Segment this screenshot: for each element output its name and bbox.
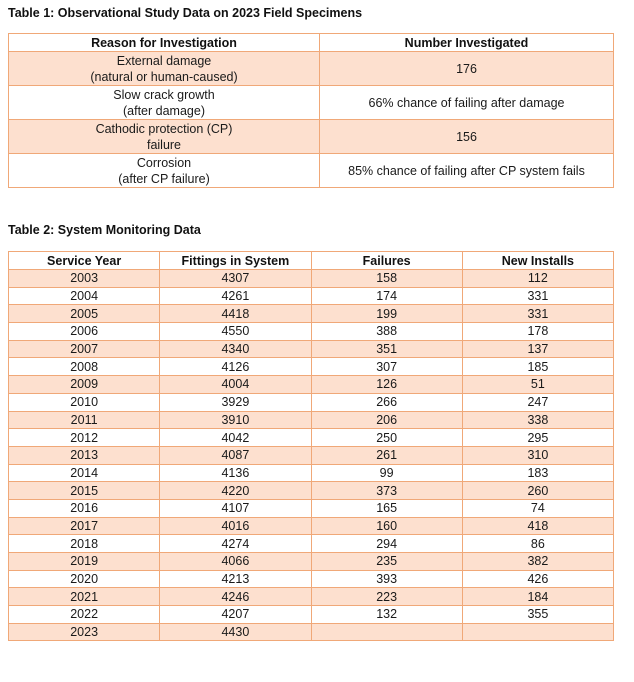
fittings-cell: 3910 [160, 411, 311, 429]
fittings-cell: 4550 [160, 323, 311, 341]
table-row [9, 358, 614, 376]
service-year-cell: 2012 [9, 429, 160, 447]
reason-line1: External damage [116, 53, 212, 68]
failures-cell: 158 [311, 270, 462, 288]
table1-caption: Table 1: Observational Study Data on 2023 Field Specimens [8, 6, 363, 20]
service-year-cell: 2005 [9, 305, 160, 323]
new-installs-cell: 331 [462, 305, 613, 323]
failures-cell: 126 [311, 376, 462, 394]
new-installs-cell: 260 [462, 482, 613, 500]
new-installs-cell [462, 623, 613, 641]
table-row [9, 499, 614, 517]
service-year-cell: 2016 [9, 499, 160, 517]
failures-cell: 160 [311, 517, 462, 535]
value-cell: 156 [320, 120, 614, 154]
new-installs-cell: 295 [462, 429, 613, 447]
reason-line1: Corrosion [136, 155, 192, 170]
fittings-cell: 4220 [160, 482, 311, 500]
table-row [9, 446, 614, 464]
failures-cell: 235 [311, 553, 462, 571]
new-installs-cell: 310 [462, 446, 613, 464]
failures-cell: 99 [311, 464, 462, 482]
failures-cell: 388 [311, 323, 462, 341]
new-installs-cell: 185 [462, 358, 613, 376]
column-header-failures: Failures [311, 252, 462, 270]
table-row [9, 120, 614, 154]
service-year-cell: 2014 [9, 464, 160, 482]
fittings-cell: 4246 [160, 588, 311, 606]
column-header-reason: Reason for Investigation [9, 34, 320, 52]
failures-cell: 266 [311, 393, 462, 411]
service-year-cell: 2007 [9, 340, 160, 358]
service-year-cell: 2017 [9, 517, 160, 535]
reason-line2: (natural or human-caused) [90, 69, 238, 84]
new-installs-cell: 426 [462, 570, 613, 588]
failures-cell: 393 [311, 570, 462, 588]
failures-cell: 165 [311, 499, 462, 517]
failures-cell: 373 [311, 482, 462, 500]
failures-cell: 223 [311, 588, 462, 606]
table-row [9, 570, 614, 588]
new-installs-cell: 112 [462, 270, 613, 288]
table-row [9, 588, 614, 606]
new-installs-cell: 247 [462, 393, 613, 411]
table-row [9, 154, 614, 188]
service-year-cell: 2023 [9, 623, 160, 641]
service-year-cell: 2019 [9, 553, 160, 571]
service-year-cell: 2018 [9, 535, 160, 553]
failures-cell: 132 [311, 606, 462, 624]
failures-cell: 206 [311, 411, 462, 429]
fittings-cell: 3929 [160, 393, 311, 411]
fittings-cell: 4340 [160, 340, 311, 358]
table-row [9, 305, 614, 323]
table-row [9, 376, 614, 394]
column-header-fittings: Fittings in System [160, 252, 311, 270]
reason-line2: failure [146, 137, 182, 152]
service-year-cell: 2020 [9, 570, 160, 588]
system-monitoring-table [8, 251, 614, 641]
fittings-cell: 4136 [160, 464, 311, 482]
fittings-cell: 4418 [160, 305, 311, 323]
new-installs-cell: 382 [462, 553, 613, 571]
service-year-cell: 2022 [9, 606, 160, 624]
service-year-cell: 2008 [9, 358, 160, 376]
failures-cell: 199 [311, 305, 462, 323]
fittings-cell: 4207 [160, 606, 311, 624]
table-row [9, 340, 614, 358]
table2-caption: Table 2: System Monitoring Data [8, 223, 201, 237]
table2-body [9, 270, 614, 641]
fittings-cell: 4126 [160, 358, 311, 376]
table-row [9, 464, 614, 482]
new-installs-cell: 184 [462, 588, 613, 606]
table-row [9, 482, 614, 500]
new-installs-cell: 338 [462, 411, 613, 429]
value-cell: 176 [320, 52, 614, 86]
service-year-cell: 2004 [9, 287, 160, 305]
failures-cell: 351 [311, 340, 462, 358]
failures-cell: 294 [311, 535, 462, 553]
table-row [9, 411, 614, 429]
table-header-row [9, 252, 614, 270]
failures-cell: 250 [311, 429, 462, 447]
new-installs-cell: 74 [462, 499, 613, 517]
value-cell: 85% chance of failing after CP system fails [320, 154, 614, 188]
new-installs-cell: 355 [462, 606, 613, 624]
failures-cell: 261 [311, 446, 462, 464]
failures-cell: 174 [311, 287, 462, 305]
table-row [9, 52, 614, 86]
table-row [9, 323, 614, 341]
fittings-cell: 4307 [160, 270, 311, 288]
reason-cell [9, 86, 320, 120]
table-row [9, 535, 614, 553]
fittings-cell: 4430 [160, 623, 311, 641]
fittings-cell: 4016 [160, 517, 311, 535]
fittings-cell: 4213 [160, 570, 311, 588]
table-row [9, 623, 614, 641]
service-year-cell: 2013 [9, 446, 160, 464]
table-row [9, 553, 614, 571]
fittings-cell: 4042 [160, 429, 311, 447]
table-row [9, 270, 614, 288]
new-installs-cell: 183 [462, 464, 613, 482]
table-row [9, 287, 614, 305]
table-row [9, 517, 614, 535]
new-installs-cell: 178 [462, 323, 613, 341]
value-cell: 66% chance of failing after damage [320, 86, 614, 120]
reason-cell [9, 52, 320, 86]
reason-line1: Slow crack growth [113, 87, 215, 102]
new-installs-cell: 86 [462, 535, 613, 553]
new-installs-cell: 51 [462, 376, 613, 394]
service-year-cell: 2006 [9, 323, 160, 341]
service-year-cell: 2015 [9, 482, 160, 500]
column-header-new-installs: New Installs [462, 252, 613, 270]
table-row [9, 606, 614, 624]
fittings-cell: 4004 [160, 376, 311, 394]
reason-line2: (after damage) [123, 103, 205, 118]
service-year-cell: 2021 [9, 588, 160, 606]
fittings-cell: 4066 [160, 553, 311, 571]
column-header-number: Number Investigated [320, 34, 614, 52]
service-year-cell: 2003 [9, 270, 160, 288]
reason-line1: Cathodic protection (CP) [95, 121, 233, 136]
table-row [9, 429, 614, 447]
reason-line2: (after CP failure) [118, 171, 210, 186]
fittings-cell: 4274 [160, 535, 311, 553]
table-header-row [9, 34, 614, 52]
reason-cell [9, 154, 320, 188]
failures-cell [311, 623, 462, 641]
service-year-cell: 2011 [9, 411, 160, 429]
reason-cell [9, 120, 320, 154]
observational-study-table [8, 33, 614, 188]
failures-cell: 307 [311, 358, 462, 376]
new-installs-cell: 137 [462, 340, 613, 358]
new-installs-cell: 418 [462, 517, 613, 535]
service-year-cell: 2009 [9, 376, 160, 394]
table-row [9, 393, 614, 411]
table-row [9, 86, 614, 120]
new-installs-cell: 331 [462, 287, 613, 305]
column-header-service-year: Service Year [9, 252, 160, 270]
fittings-cell: 4107 [160, 499, 311, 517]
service-year-cell: 2010 [9, 393, 160, 411]
fittings-cell: 4261 [160, 287, 311, 305]
fittings-cell: 4087 [160, 446, 311, 464]
